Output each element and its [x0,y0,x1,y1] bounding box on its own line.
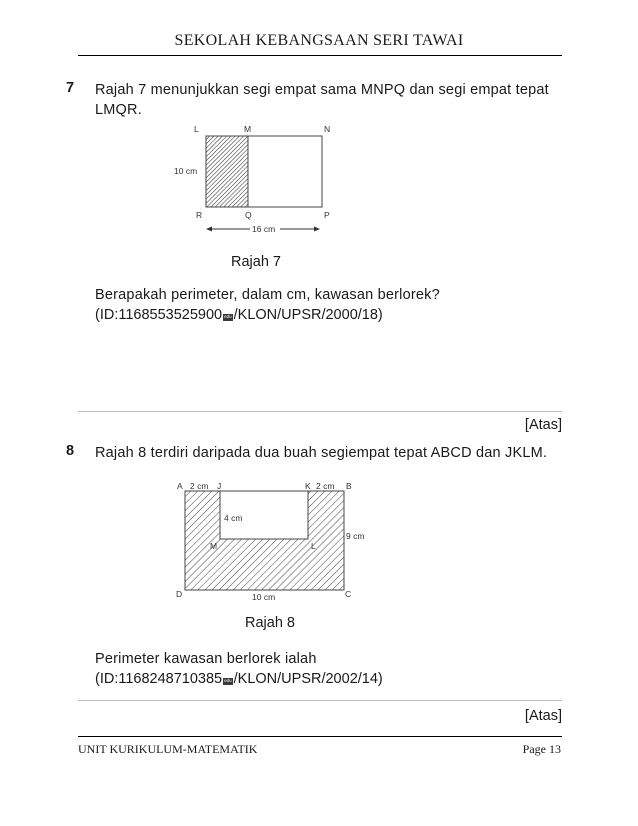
question-8-id-suffix: /KLON/UPSR/2002/14) [233,671,383,687]
question-7-id [95,305,383,325]
label-k: K [305,481,311,491]
label-16cm: 16 cm [252,224,276,234]
label-m: M [244,124,252,134]
footer-unit-name: UNIT KURIKULUM-MATEMATIK [78,742,258,756]
rajah-7-diagram [168,118,348,240]
label-left-2cm: 2 cm [190,481,209,491]
label-9cm: 9 cm [346,531,365,541]
atas-link-2[interactable]: [Atas] [524,708,562,724]
arrow-left-icon [206,227,212,232]
label-n: N [324,124,331,134]
shaded-rectangle-lmqr [206,136,248,207]
label-j: J [217,481,222,491]
question-7-prompt: Berapakah perimeter, dalam cm, kawasan berlorek? [95,287,440,303]
section-divider [78,411,562,412]
rajah-8-caption: Rajah 8 [245,615,295,631]
question-8-id-prefix: (ID:1168248710385 [95,671,223,687]
rajah-8-diagram [168,478,388,604]
label-4cm: 4 cm [224,513,243,523]
rajah-7-caption: Rajah 7 [231,254,281,270]
question-8-number: 8 [66,443,75,459]
footer-rule [78,736,562,737]
arrow-right-icon [314,227,320,232]
edu-badge: edu [224,678,232,683]
label-l: L [194,124,199,134]
page-header-title: SEKOLAH KEBANGSAAN SERI TAWAI [174,32,464,49]
label-c: C [345,589,352,599]
label-r: R [196,210,203,220]
label-d: D [176,589,183,599]
footer-page-number: Page 13 [522,742,561,756]
label-b: B [346,481,352,491]
question-7-number: 7 [66,80,75,96]
question-7-id-suffix: /KLON/UPSR/2000/18) [233,307,383,323]
label-a: A [177,481,183,491]
label-q: Q [245,210,252,220]
label-m: M [210,541,218,551]
atas-link-1[interactable]: [Atas] [524,417,562,433]
label-10cm: 10 cm [252,592,276,602]
header-rule [78,55,562,56]
question-8-id [95,669,383,689]
label-10cm: 10 cm [174,166,198,176]
section-divider [78,700,562,701]
question-8-text: Rajah 8 terdiri daripada dua buah segiempat tepat ABCD dan JKLM. [95,445,548,461]
label-right-2cm: 2 cm [316,481,335,491]
edu-badge: edu [224,314,232,319]
question-7-id-prefix: (ID:1168553525900 [95,307,223,323]
question-7-text: Rajah 7 menunjukkan segi empat sama MNPQ dan segi empat tepat LMQR. [95,82,549,118]
question-8-prompt: Perimeter kawasan berlorek ialah [95,651,317,667]
label-l: L [311,541,316,551]
label-p: P [324,210,330,220]
